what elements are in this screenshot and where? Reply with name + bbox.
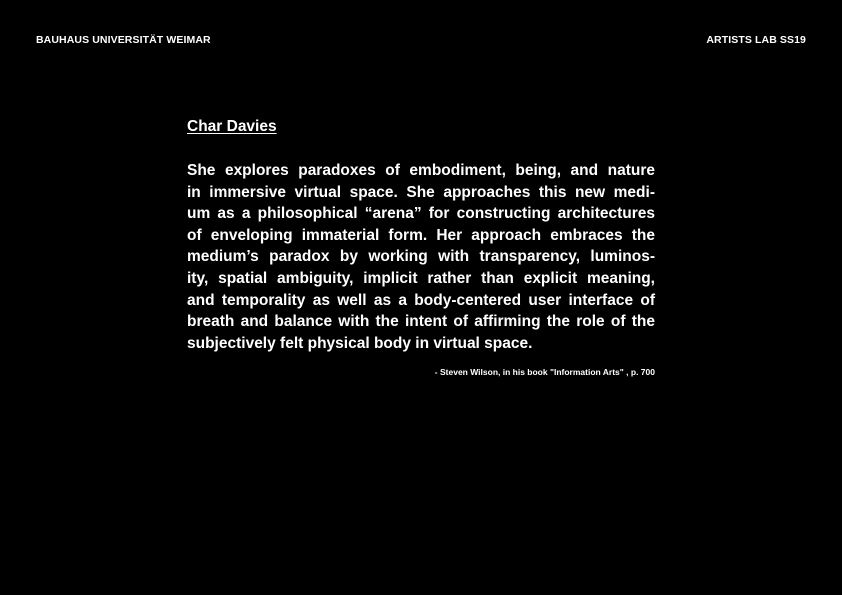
- institution-label: BAUHAUS UNIVERSITÄT WEIMAR: [36, 34, 211, 46]
- quote-line: breath and balance with the intent of affirming the role of the: [187, 313, 655, 331]
- course-label: ARTISTS LAB SS19: [706, 34, 806, 46]
- quote-line: subjectively felt physical body in virtual space.: [187, 334, 533, 352]
- quote-line: ity, spatial ambiguity, implicit rather than explicit meaning,: [187, 269, 655, 287]
- quote-block: [187, 117, 655, 377]
- quote-line: um as a philosophical “arena” for constructing architectures: [187, 205, 655, 223]
- quote-line: She explores paradoxes of embodiment, being, and nature: [187, 162, 655, 179]
- citation: - Steven Wilson, in his book "Information Arts" , p. 700: [434, 367, 655, 378]
- quote-paragraph: [187, 160, 655, 354]
- quote-line: of enveloping immaterial form. Her approach embraces the: [187, 226, 655, 244]
- quote-line: in immersive virtual space. She approaches this new medi-: [187, 183, 655, 201]
- page-title: Char Davies: [187, 118, 277, 135]
- quote-line: and temporality as well as a body-centered user interface of: [187, 291, 655, 309]
- quote-line: medium’s paradox by working with transparency, luminos-: [187, 248, 655, 266]
